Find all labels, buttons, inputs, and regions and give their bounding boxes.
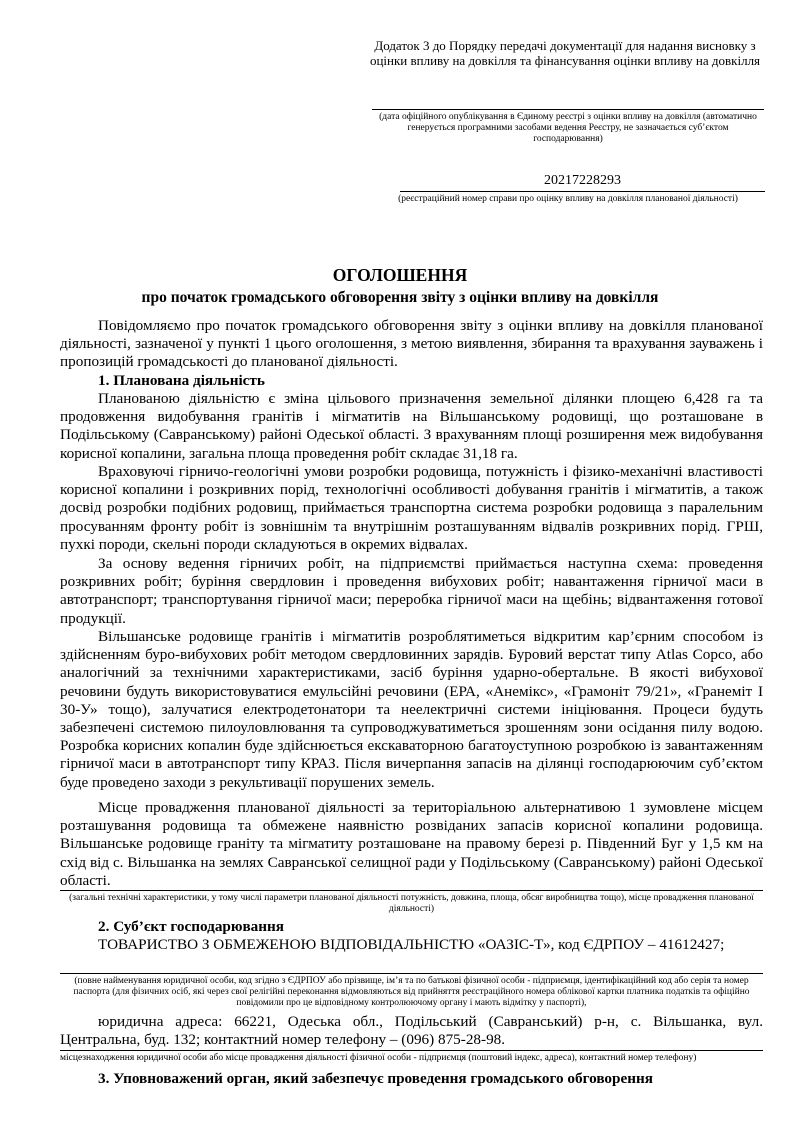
- page-title: ОГОЛОШЕННЯ: [332, 265, 468, 285]
- company-name: ТОВАРИСТВО З ОБМЕЖЕНОЮ ВІДПОВІДАЛЬНІСТЮ «ОАЗІС-Т», код ЄДРПОУ – 41612427;: [98, 936, 725, 953]
- section-2-heading: 2. Суб’єкт господарювання: [98, 918, 284, 935]
- address-line: [60, 1050, 763, 1051]
- section-1-paragraph-4: Вільшанське родовище гранітів і мігматитів розроблятиметься відкритим кар’єрним способом із здійсненням буро-вибухових робіт методом свердловинних зарядів. Буровий верстат типу Atlas Copco, або аналогічний за технічними характеристиками, засіб буріння ударно-обертальне. В якості вибухової речовини будуть використовуватися емульсійні речовини (ЕРА, «Анемікс», «Грамоніт 79/21», «Гранеміт І 30-У» тощо), залучатися електродетонатори та неелектричні системи ініціювання. Процеси будуть забезпечені системою пилоуловлювання та супроводжуватиметься зрошенням зони осідання пилу водою. Розробка корисних копалин буде здійснюється екскаваторною багатоуступною розробкою із завантаженням гірничої маси в автотранспорт типу КРАЗ. Після вичерпання запасів на ділянці господарюючим суб’єктом буде проведено заходи з рекультивації порушених земель.: [60, 628, 763, 791]
- section-3-heading: 3. Уповноважений орган, який забезпечує проведення громадського обговорення: [98, 1070, 653, 1087]
- pub-date-line: [372, 109, 764, 110]
- pub-date-note: (дата офіційного опублікування в Єдиному реєстрі з оцінки впливу на довкілля (автоматично генерується програмними засобами ведення Реєстру, не зазначається суб’єктом господарювання): [379, 112, 757, 144]
- addendum-header: Додаток 3 до Порядку передачі документації для надання висновку з оцінки впливу на довкілля та фінансування оцінки впливу на довкілля: [369, 38, 761, 68]
- address-note: місцезнаходження юридичної особи або місце провадження діяльності фізичної особи - підприємця (поштовий індекс, адреса), контактний номер телефону): [60, 1053, 697, 1063]
- section-1-note: (загальні технічні характеристики, у тому числі параметри планованої діяльності потужність, довжина, площа, обсяг виробництва тощо), місце провадження планованої діяльності): [69, 893, 754, 914]
- section-1-paragraph-2: Враховуючі гірничо-геологічні умови розробки родовища, потужність і фізико-механічні властивості корисної копалини і розкривних порід, технологічні особливості добування гранітів і мігматитів, а також досвід розробки подібних родовищ, приймається транспортна система розробки родовища з паралельним просуванням фронту робіт із зовнішнім та внутрішнім розташуванням відвалів розкривних порід. ГРШ, пухкі породи, скельні породи складуються в окремих відвалах.: [60, 463, 763, 553]
- company-address: юридична адреса: 66221, Одеська обл., Подільський (Савранський) р-н, с. Вільшанка, вул. Центральна, буд. 132; контактний номер телефону – (096) 875-28-98.: [60, 1013, 763, 1049]
- section-1-heading: 1. Планована діяльність: [98, 372, 265, 389]
- page-subtitle: про початок громадського обговорення звіту з оцінки впливу на довкілля: [141, 289, 659, 306]
- section-1-paragraph-3: За основу ведення гірничих робіт, на підприємстві приймається наступна схема: проведення розкривних робіт; буріння свердловин і проведення вибухових робіт; навантаження гірничої маси в автотранспорт; транспортування гірничої маси; переробка гірничої маси на щебінь; відвантаження готової продукції.: [60, 555, 763, 627]
- section-1-paragraph-5: Місце провадження планованої діяльності за територіальною альтернативою 1 зумовлене місцем розташування родовища та обмежене наявністю розвіданих запасів корисної копалини родовища. Вільшанське родовище граніту та мігматиту розташоване на правому березі р. Південний Буг у 1,5 км на схід від с. Вільшанка на землях Савранської селищної ради у Подільському (Савранському) районі Одеської області.: [60, 799, 763, 889]
- company-line: [60, 973, 763, 974]
- reg-number-line: [400, 191, 765, 192]
- section-1-line: [60, 890, 763, 891]
- section-1-paragraph-1: Планованою діяльністю є зміна цільового призначення земельної ділянки площею 6,428 га та продовження видобування гранітів і мігматитів на Вільшанському родовищі, що розташоване в Подільському (Савранському) районі Одеської області. З врахуванням площі розширення меж видобування корисної копалини, загальна площа проведення робіт складає 31,18 га.: [60, 390, 763, 462]
- intro-paragraph: Повідомляємо про початок громадського обговорення звіту з оцінки впливу на довкілля планованої діяльності, зазначеної у пункті 1 цього оголошення, з метою виявлення, збирання та врахування зауважень і пропозицій громадськості до планованої діяльності.: [60, 317, 763, 371]
- registration-number: 20217228293: [544, 173, 621, 188]
- company-note: (повне найменування юридичної особи, код згідно з ЄДРПОУ або прізвище, ім’я та по батькові фізичної особи - підприємця, ідентифікаційний код або серія та номер паспорта (для фізичних осіб, які через свої релігійні переконання відмовляються від прийняття реєстраційного номера облікової картки платника податків та офіційно повідомили про це відповідному контролюючому органу і мають відмітку у паспорті),: [73, 976, 750, 1008]
- registration-number-note: (реєстраційний номер справи про оцінку впливу на довкілля планованої діяльності): [398, 194, 738, 204]
